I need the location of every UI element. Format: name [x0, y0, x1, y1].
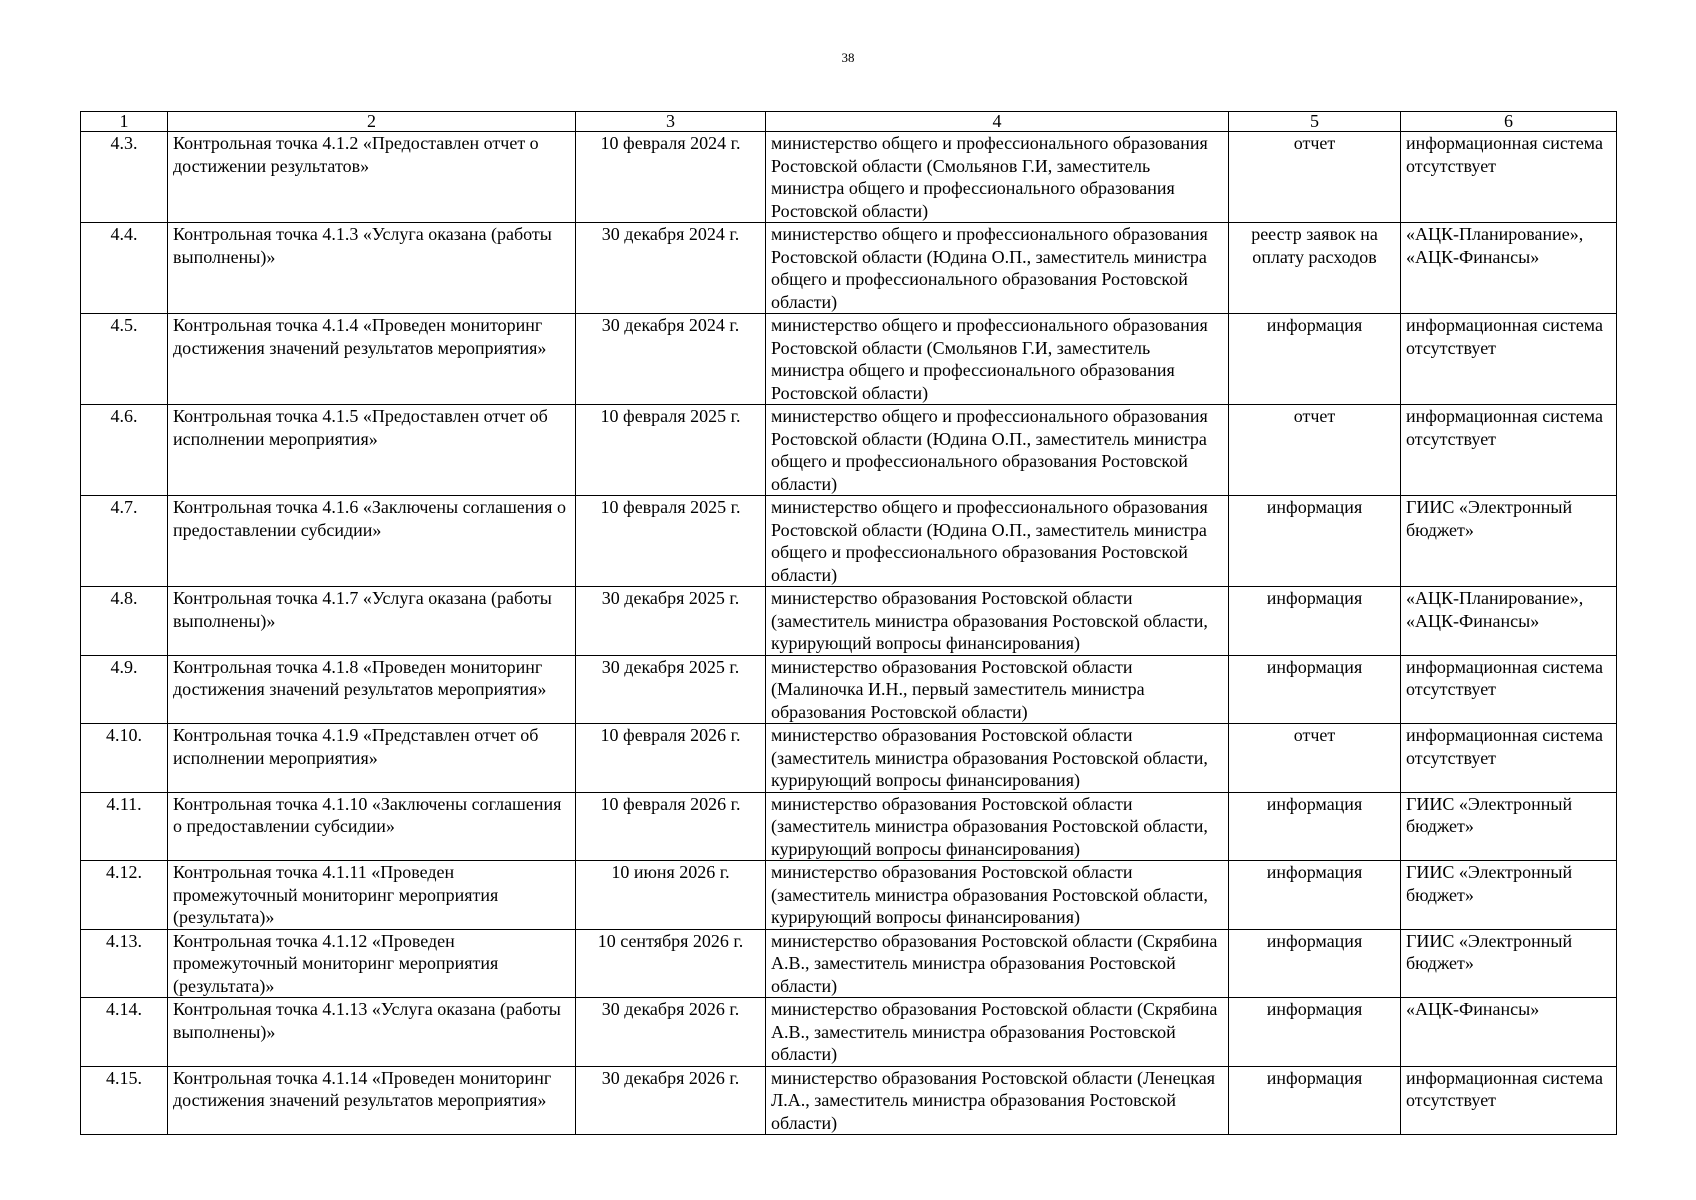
document-type: информация — [1229, 1066, 1401, 1135]
header-row — [81, 112, 1617, 132]
information-system: информационная система отсутствует — [1401, 655, 1617, 724]
responsible-executor: министерство общего и профессионального образования Ростовской области (Смольянов Г.И, заместитель министра общего и профессионального образования Ростовской области) — [766, 314, 1229, 405]
information-system: ГИИС «Электронный бюджет» — [1401, 861, 1617, 930]
table-row — [81, 496, 1617, 587]
document-type: информация — [1229, 861, 1401, 930]
header-cell: 3 — [576, 112, 766, 132]
responsible-executor: министерство образования Ростовской области (Скрябина А.В., заместитель министра образования Ростовской области) — [766, 929, 1229, 998]
document-type: информация — [1229, 314, 1401, 405]
event-name: Контрольная точка 4.1.2 «Предоставлен отчет о достижении результатов» — [168, 132, 576, 223]
table-row — [81, 405, 1617, 496]
information-system: ГИИС «Электронный бюджет» — [1401, 792, 1617, 861]
event-name: Контрольная точка 4.1.4 «Проведен мониторинг достижения значений результатов мероприятия» — [168, 314, 576, 405]
deadline-date: 10 февраля 2026 г. — [576, 724, 766, 793]
document-type: информация — [1229, 929, 1401, 998]
deadline-date: 10 сентября 2026 г. — [576, 929, 766, 998]
document-type: отчет — [1229, 405, 1401, 496]
row-number: 4.7. — [81, 496, 168, 587]
event-name: Контрольная точка 4.1.12 «Проведен промежуточный мониторинг мероприятия (результата)» — [168, 929, 576, 998]
information-system: ГИИС «Электронный бюджет» — [1401, 496, 1617, 587]
table-row — [81, 314, 1617, 405]
row-number: 4.14. — [81, 998, 168, 1067]
table-row — [81, 655, 1617, 724]
event-name: Контрольная точка 4.1.7 «Услуга оказана (работы выполнены)» — [168, 587, 576, 656]
deadline-date: 30 декабря 2025 г. — [576, 655, 766, 724]
responsible-executor: министерство образования Ростовской области (Малиночка И.Н., первый заместитель министра образования Ростовской области) — [766, 655, 1229, 724]
responsible-executor: министерство образования Ростовской области (заместитель министра образования Ростовской области, курирующий вопросы финансирования) — [766, 724, 1229, 793]
responsible-executor: министерство образования Ростовской области (заместитель министра образования Ростовской области, курирующий вопросы финансирования) — [766, 792, 1229, 861]
table-row — [81, 587, 1617, 656]
header-cell: 2 — [168, 112, 576, 132]
table-row — [81, 792, 1617, 861]
information-system: информационная система отсутствует — [1401, 1066, 1617, 1135]
document-type: отчет — [1229, 724, 1401, 793]
information-system: информационная система отсутствует — [1401, 724, 1617, 793]
table-row — [81, 929, 1617, 998]
document-type: реестр заявок на оплату расходов — [1229, 223, 1401, 314]
row-number: 4.3. — [81, 132, 168, 223]
event-name: Контрольная точка 4.1.13 «Услуга оказана (работы выполнены)» — [168, 998, 576, 1067]
row-number: 4.8. — [81, 587, 168, 656]
deadline-date: 30 декабря 2024 г. — [576, 314, 766, 405]
event-name: Контрольная точка 4.1.8 «Проведен мониторинг достижения значений результатов мероприятия» — [168, 655, 576, 724]
responsible-executor: министерство общего и профессионального образования Ростовской области (Юдина О.П., заместитель министра общего и профессионального образования Ростовской области) — [766, 405, 1229, 496]
event-name: Контрольная точка 4.1.5 «Предоставлен отчет об исполнении мероприятия» — [168, 405, 576, 496]
event-name: Контрольная точка 4.1.14 «Проведен мониторинг достижения значений результатов мероприятия» — [168, 1066, 576, 1135]
document-type: информация — [1229, 496, 1401, 587]
deadline-date: 30 декабря 2024 г. — [576, 223, 766, 314]
information-system: «АЦК-Планирование», «АЦК-Финансы» — [1401, 587, 1617, 656]
table-row — [81, 724, 1617, 793]
event-name: Контрольная точка 4.1.11 «Проведен промежуточный мониторинг мероприятия (результата)» — [168, 861, 576, 930]
responsible-executor: министерство общего и профессионального образования Ростовской области (Смольянов Г.И, заместитель министра общего и профессионального образования Ростовской области) — [766, 132, 1229, 223]
header-cell: 5 — [1229, 112, 1401, 132]
table-row — [81, 1066, 1617, 1135]
row-number: 4.13. — [81, 929, 168, 998]
information-system: «АЦК-Планирование», «АЦК-Финансы» — [1401, 223, 1617, 314]
table-row — [81, 132, 1617, 223]
information-system: информационная система отсутствует — [1401, 405, 1617, 496]
deadline-date: 30 декабря 2026 г. — [576, 1066, 766, 1135]
table-row — [81, 861, 1617, 930]
page-number: 38 — [841, 50, 855, 65]
responsible-executor: министерство общего и профессионального образования Ростовской области (Юдина О.П., заместитель министра общего и профессионального образования Ростовской области) — [766, 223, 1229, 314]
event-name: Контрольная точка 4.1.9 «Представлен отчет об исполнении мероприятия» — [168, 724, 576, 793]
responsible-executor: министерство образования Ростовской области (заместитель министра образования Ростовской области, курирующий вопросы финансирования) — [766, 861, 1229, 930]
document-type: информация — [1229, 587, 1401, 656]
deadline-date: 10 февраля 2024 г. — [576, 132, 766, 223]
deadline-date: 30 декабря 2025 г. — [576, 587, 766, 656]
header-cell: 6 — [1401, 112, 1617, 132]
header-cell: 1 — [81, 112, 168, 132]
information-system: информационная система отсутствует — [1401, 314, 1617, 405]
header-cell: 4 — [766, 112, 1229, 132]
control-points-table — [80, 111, 1617, 1135]
responsible-executor: министерство общего и профессионального образования Ростовской области (Юдина О.П., заместитель министра общего и профессионального образования Ростовской области) — [766, 496, 1229, 587]
information-system: ГИИС «Электронный бюджет» — [1401, 929, 1617, 998]
deadline-date: 10 февраля 2025 г. — [576, 405, 766, 496]
event-name: Контрольная точка 4.1.10 «Заключены соглашения о предоставлении субсидии» — [168, 792, 576, 861]
document-type: информация — [1229, 792, 1401, 861]
row-number: 4.6. — [81, 405, 168, 496]
deadline-date: 10 февраля 2025 г. — [576, 496, 766, 587]
row-number: 4.9. — [81, 655, 168, 724]
information-system: «АЦК-Финансы» — [1401, 998, 1617, 1067]
event-name: Контрольная точка 4.1.3 «Услуга оказана (работы выполнены)» — [168, 223, 576, 314]
document-type: отчет — [1229, 132, 1401, 223]
information-system: информационная система отсутствует — [1401, 132, 1617, 223]
document-type: информация — [1229, 998, 1401, 1067]
responsible-executor: министерство образования Ростовской области (Ленецкая Л.А., заместитель министра образования Ростовской области) — [766, 1066, 1229, 1135]
row-number: 4.5. — [81, 314, 168, 405]
row-number: 4.15. — [81, 1066, 168, 1135]
responsible-executor: министерство образования Ростовской области (заместитель министра образования Ростовской области, курирующий вопросы финансирования) — [766, 587, 1229, 656]
row-number: 4.4. — [81, 223, 168, 314]
deadline-date: 10 февраля 2026 г. — [576, 792, 766, 861]
document-type: информация — [1229, 655, 1401, 724]
row-number: 4.10. — [81, 724, 168, 793]
table-row — [81, 223, 1617, 314]
responsible-executor: министерство образования Ростовской области (Скрябина А.В., заместитель министра образования Ростовской области) — [766, 998, 1229, 1067]
row-number: 4.12. — [81, 861, 168, 930]
row-number: 4.11. — [81, 792, 168, 861]
deadline-date: 10 июня 2026 г. — [576, 861, 766, 930]
event-name: Контрольная точка 4.1.6 «Заключены соглашения о предоставлении субсидии» — [168, 496, 576, 587]
deadline-date: 30 декабря 2026 г. — [576, 998, 766, 1067]
table-row — [81, 998, 1617, 1067]
